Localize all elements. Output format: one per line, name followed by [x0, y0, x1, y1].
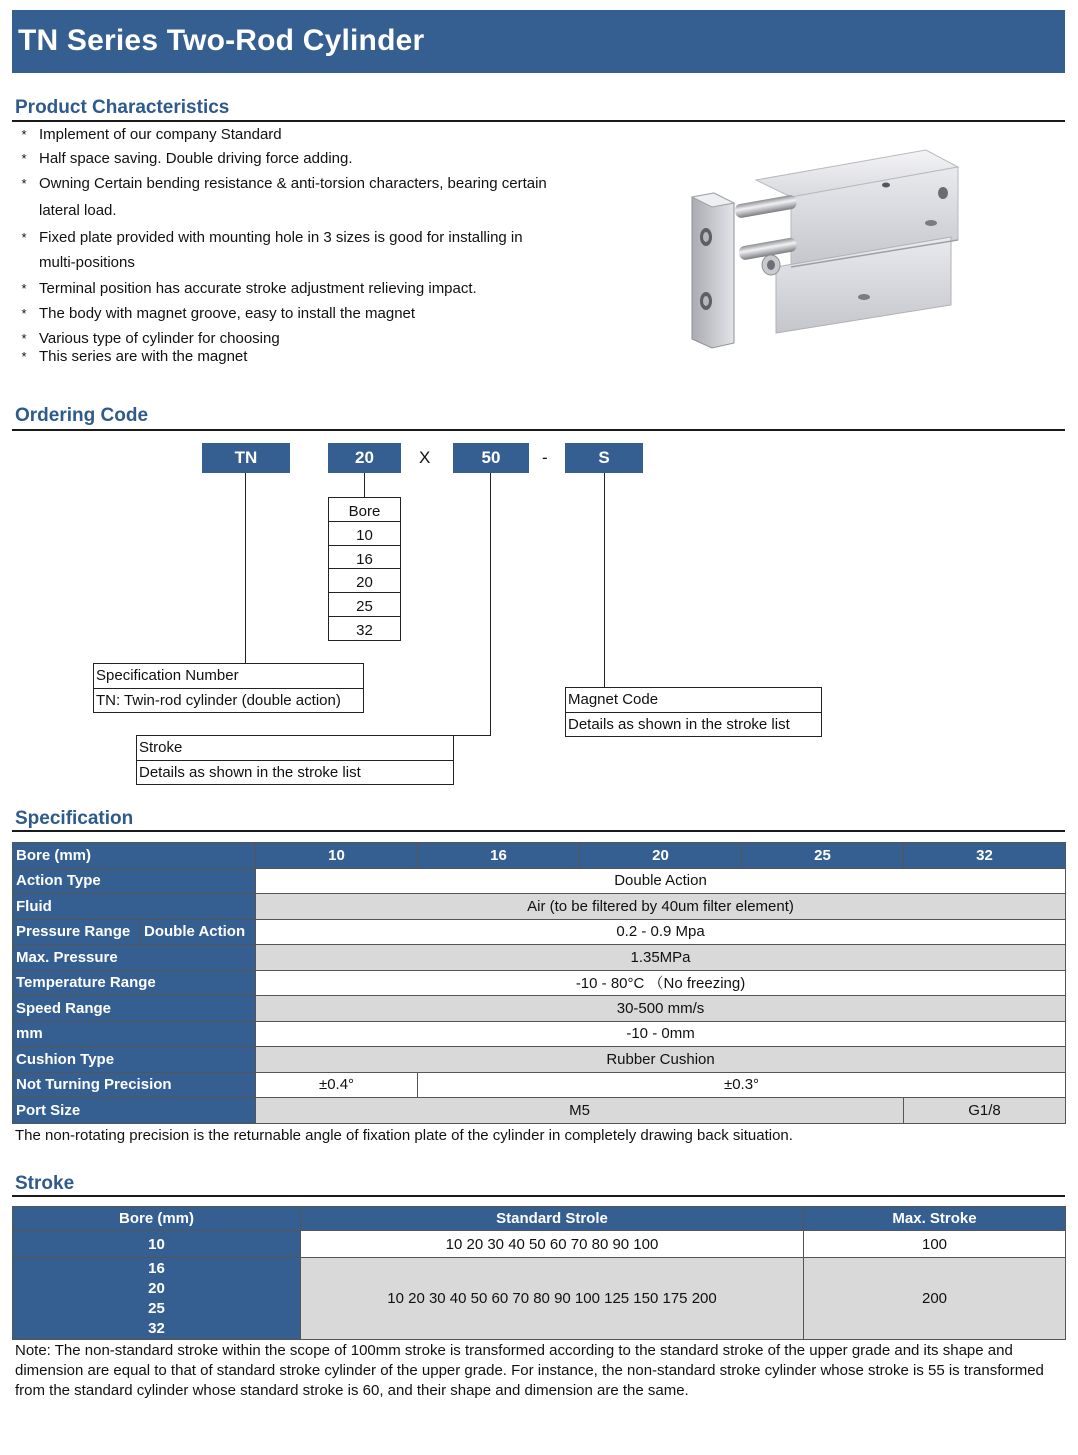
list-item: 10 — [329, 522, 400, 546]
specification-title: Specification — [15, 808, 134, 829]
table-row: Fluid Air (to be filtered by 40um filter element) — [13, 894, 1066, 920]
section-divider — [12, 1195, 1065, 1197]
stroke-title: Stroke — [15, 1173, 75, 1194]
table-row: Not Turning Precision ±0.4° ±0.3° — [13, 1072, 1066, 1098]
list-item: 20 — [329, 569, 400, 593]
stroke-code-title: Stroke — [139, 739, 183, 756]
bore-options-list — [328, 497, 401, 641]
table-row: Bore (mm) Standard Strole Max. Stroke — [13, 1207, 1066, 1231]
magnet-code-box — [565, 687, 822, 737]
list-item: 16 — [329, 546, 400, 570]
spec-number-detail: TN: Twin-rod cylinder (double action) — [94, 688, 363, 712]
bullet-star-icon: * — [21, 306, 27, 321]
connector-line — [490, 473, 491, 735]
ordering-code-title: Ordering Code — [15, 405, 149, 426]
section-divider — [12, 830, 1065, 832]
section-divider — [12, 429, 1065, 431]
bullet-star-icon: * — [21, 127, 27, 142]
code-separator-x: X — [419, 448, 431, 467]
code-stroke: 50 — [453, 443, 529, 473]
table-row: Speed Range 30-500 mm/s — [13, 996, 1066, 1022]
magnet-code-title: Magnet Code — [568, 691, 659, 708]
bullet-star-icon: * — [21, 331, 27, 346]
table-row: 10 10 20 30 40 50 60 70 80 90 100 100 — [13, 1231, 1066, 1258]
stroke-table — [12, 1206, 1066, 1340]
specification-table — [12, 842, 1066, 1124]
title-banner — [12, 10, 1065, 73]
table-row: Action Type Double Action — [13, 868, 1066, 894]
cylinder-product-image — [686, 145, 962, 350]
page-title: TN Series Two-Rod Cylinder — [18, 24, 425, 57]
characteristics-title: Product Characteristics — [15, 97, 230, 118]
table-row: Port Size M5 G1/8 — [13, 1098, 1066, 1124]
code-magnet: S — [565, 443, 643, 473]
table-row: Pressure Range Double Action 0.2 - 0.9 Mpa — [13, 919, 1066, 945]
bullet-star-icon: * — [21, 176, 27, 191]
list-item: 25 — [329, 593, 400, 617]
bullet-star-icon: * — [21, 281, 27, 296]
list-item: 32 — [329, 617, 400, 641]
stroke-code-box — [136, 735, 454, 785]
table-row: 16 20 25 32 10 20 30 40 50 60 70 80 90 100 125 150 175 200 200 — [13, 1258, 1066, 1340]
connector-line — [604, 473, 605, 687]
bore-label: Bore (mm) — [13, 843, 256, 869]
spec-number-title: Specification Number — [96, 667, 239, 684]
spec-number-box — [93, 663, 364, 713]
code-separator-dash: - — [542, 448, 548, 467]
connector-line — [364, 473, 365, 497]
magnet-code-detail: Details as shown in the stroke list — [566, 712, 821, 736]
bullet-star-icon: * — [21, 151, 27, 166]
bullet-star-icon: * — [21, 349, 27, 364]
bullet-star-icon: * — [21, 230, 27, 245]
stroke-note: Note: The non-standard stroke within the scope of 100mm stroke is transformed according to the standard stroke of the upper grade and its shape and dimension are equal to that of standard stroke cylinder of the upper grade. For instance, the non-standard stroke cylinder whose stroke is 55 is transformed from the standard cylinder whose standard stroke is 60, and their shape and dimension are the same. — [15, 1342, 1044, 1399]
code-bore: 20 — [328, 443, 401, 473]
table-row: Temperature Range -10 - 80°C （No freezing) — [13, 970, 1066, 996]
code-series: TN — [202, 443, 290, 473]
table-row: Cushion Type Rubber Cushion — [13, 1047, 1066, 1073]
precision-note: The non-rotating precision is the returnable angle of fixation plate of the cylinder in completely drawing back situation. — [15, 1127, 793, 1144]
table-row: mm -10 - 0mm — [13, 1021, 1066, 1047]
table-row: Max. Pressure 1.35MPa — [13, 945, 1066, 971]
connector-line — [453, 735, 491, 736]
stroke-code-detail: Details as shown in the stroke list — [137, 760, 453, 784]
table-row: Bore (mm) 10 16 20 25 32 — [13, 843, 1066, 869]
bore-header: Bore — [329, 498, 400, 522]
connector-line — [245, 473, 246, 663]
